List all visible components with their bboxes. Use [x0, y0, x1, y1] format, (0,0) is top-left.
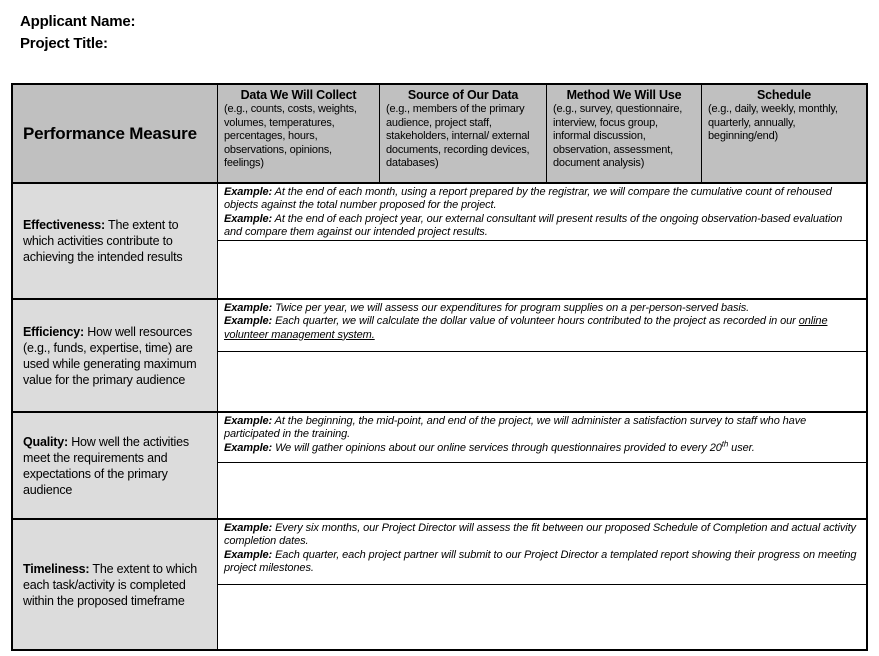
example-line [224, 213, 860, 240]
column-hint: (e.g., counts, costs, weights, volumes, temperatures, percentages, hours, observations, opinions, feelings) [224, 103, 357, 170]
row-definition: The extent to which each task/activity is completed within the proposed timeframe [23, 561, 197, 608]
example-text: Every six months, our Project Director will assess the fit between our proposed Schedule of Completion and actual activity completion dates. [224, 522, 856, 548]
example-text: At the beginning, the mid-point, and end of the project, we will administer a satisfaction survey to staff who have participated in the training. [224, 415, 807, 441]
example-label: Example: [224, 548, 273, 561]
row-label-text [23, 434, 207, 498]
column-title: Schedule [757, 88, 811, 102]
table-row-effectiveness [13, 184, 866, 300]
row-definition: The extent to which activities contribute to achieving the intended results [23, 218, 183, 264]
column-title: Data We Will Collect [240, 88, 357, 102]
example-line [224, 186, 860, 213]
row-term: Quality: [23, 434, 68, 449]
row-label-effectiveness [13, 184, 218, 298]
row-label-quality [13, 413, 218, 518]
applicant-name-label: Applicant Name: [20, 13, 136, 30]
examples-cell-efficiency [218, 300, 866, 352]
entry-cell-effectiveness[interactable] [218, 241, 866, 298]
header-schedule [702, 85, 866, 182]
column-hint: (e.g., members of the primary audience, project staff, stakeholders, internal/ external documents, recording devices, databases) [386, 103, 530, 170]
row-label-text [23, 217, 207, 265]
table-row-quality [13, 413, 866, 520]
example-line [224, 302, 860, 315]
document-header [0, 0, 879, 55]
row-definition: How well the activities meet the requirements and expectations of the primary audience [23, 434, 189, 497]
example-label: Example: [224, 315, 273, 328]
row-label-text [23, 324, 207, 388]
example-label: Example: [224, 522, 273, 534]
row-entry-area-efficiency [218, 300, 866, 411]
example-label: Example: [224, 441, 273, 454]
row-entry-area-timeliness [218, 520, 866, 649]
column-title: Method We Will Use [566, 88, 682, 102]
example-line [224, 315, 860, 342]
example-label: Example: [224, 302, 273, 314]
row-label-efficiency [13, 300, 218, 411]
project-title-label: Project Title: [20, 35, 108, 52]
header-method-we-will-use [547, 85, 702, 182]
example-underlined-text: online volunteer management system. [224, 315, 828, 341]
row-term: Effectiveness: [23, 218, 105, 232]
examples-cell-effectiveness [218, 184, 866, 241]
example-label: Example: [224, 186, 273, 198]
example-text: Twice per year, we will assess our expenditures for program supplies on a per-person-served basis. [272, 302, 750, 314]
example-label: Example: [224, 415, 273, 427]
table-row-efficiency [13, 300, 866, 413]
performance-measure-table [11, 83, 868, 651]
row-term: Timeliness: [23, 561, 90, 576]
example-text: Each quarter, we will calculate the dollar value of volunteer hours contributed to the project as recorded in our [272, 315, 799, 328]
example-superscript: th [721, 439, 729, 449]
table-row-timeliness [13, 520, 866, 649]
row-label-text [23, 561, 207, 609]
performance-measure-title: Performance Measure [23, 123, 197, 143]
row-label-timeliness [13, 520, 218, 649]
entry-cell-quality[interactable] [218, 463, 866, 518]
example-label: Example: [224, 212, 273, 225]
example-line [224, 549, 860, 576]
header-data-we-will-collect [218, 85, 380, 182]
row-term: Efficiency: [23, 324, 85, 339]
row-entry-area-quality [218, 413, 866, 518]
entry-cell-timeliness[interactable] [218, 585, 866, 649]
example-line [224, 415, 860, 442]
example-text-tail: user. [728, 441, 755, 454]
example-text: At the end of each project year, our external consultant will present results of the ongoing observation-based evaluation and compare them against our intended project results. [224, 212, 843, 239]
header-performance-measure [13, 85, 218, 182]
example-text: Each quarter, each project partner will submit to our Project Director a templated report showing their progress on meeting project milestones. [224, 548, 857, 575]
table-header-row [13, 85, 866, 184]
header-source-of-our-data [380, 85, 547, 182]
entry-cell-efficiency[interactable] [218, 352, 866, 411]
example-line [224, 522, 860, 549]
examples-cell-quality [218, 413, 866, 463]
example-text: At the end of each month, using a report prepared by the registrar, we will compare the cumulative count of rehoused objects against the total number proposed for the project. [224, 186, 832, 212]
column-hint: (e.g., daily, weekly, monthly, quarterly, annually, beginning/end) [708, 103, 838, 143]
row-entry-area-effectiveness [218, 184, 866, 298]
row-definition: How well resources (e.g., funds, expertise, time) are used while generating maximum value for the primary audience [23, 324, 197, 387]
examples-cell-timeliness [218, 520, 866, 585]
example-text: We will gather opinions about our online services through questionnaires provided to every 20 [272, 441, 722, 454]
column-hint: (e.g., survey, questionnaire, interview, focus group, informal discussion, observation, assessment, document analysis) [553, 103, 683, 170]
example-line [224, 439, 860, 455]
column-title: Source of Our Data [407, 88, 519, 102]
